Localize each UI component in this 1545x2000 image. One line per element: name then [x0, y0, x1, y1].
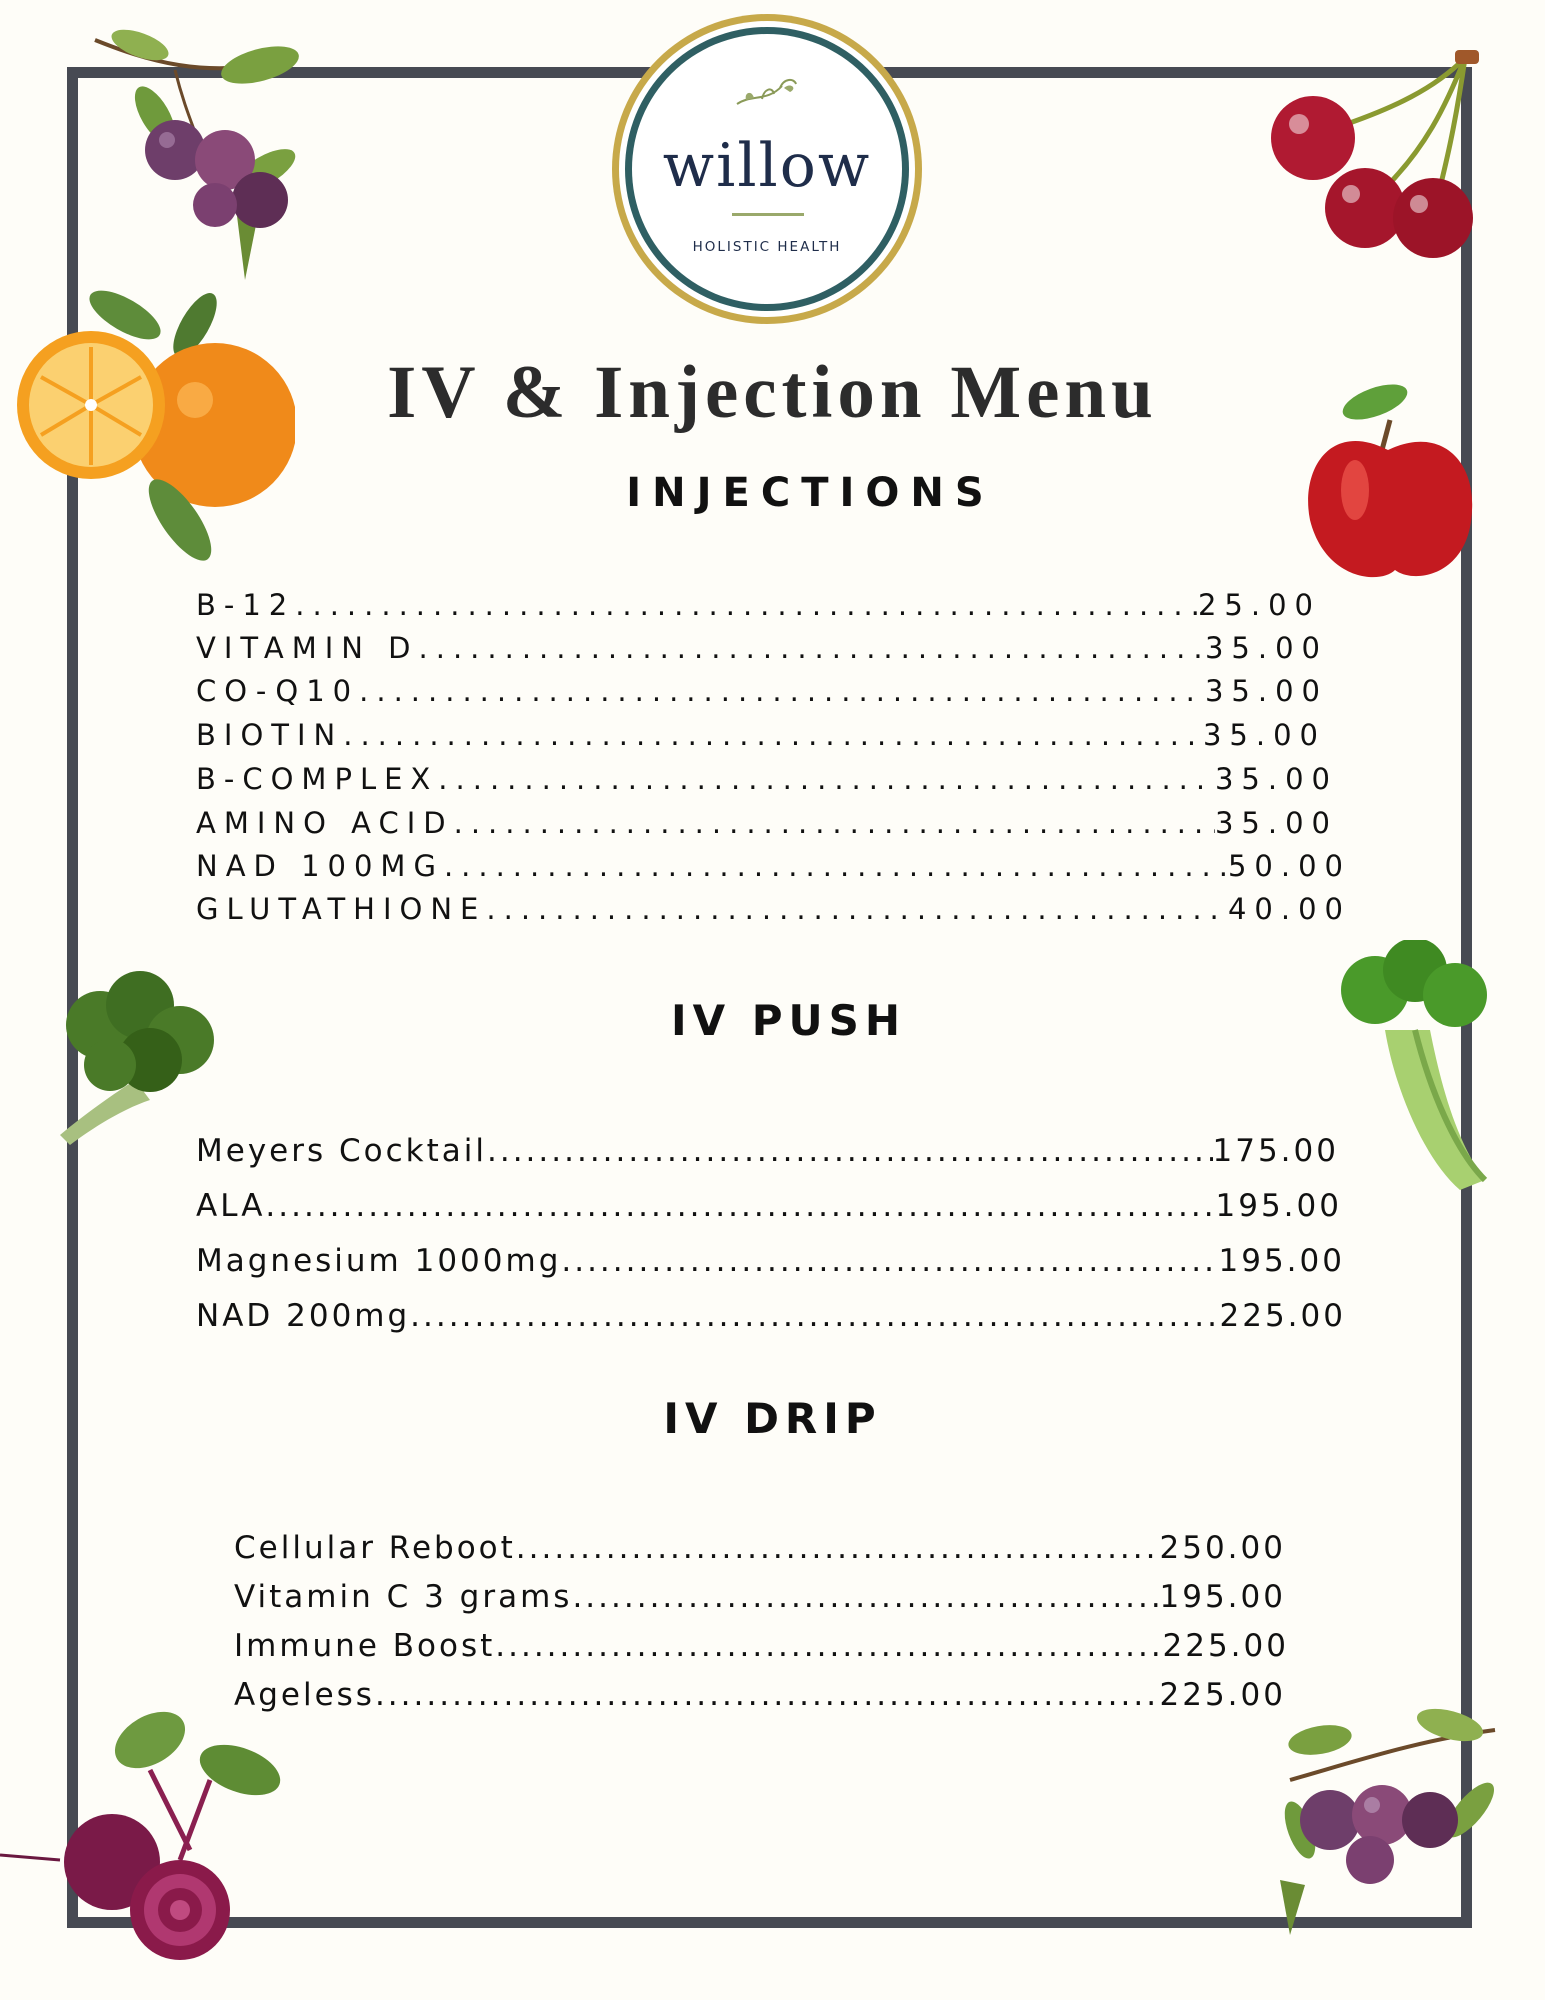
- celery-illustration: [1335, 940, 1505, 1195]
- cherry-illustration: [1255, 48, 1505, 278]
- menu-item: NAD 200mg ..... 225.00: [196, 1298, 1346, 1338]
- menu-item: ALA ..... 195.00: [196, 1188, 1342, 1228]
- menu-item: Cellular Reboot ..... 250.00: [234, 1530, 1286, 1570]
- menu-item: NAD 100MG ..... 50.00: [196, 849, 1351, 885]
- beet-illustration: [0, 1700, 300, 1965]
- page-title: IV & Injection Menu: [387, 351, 1158, 434]
- menu-item: Meyers Cocktail ..... 175.00: [196, 1133, 1339, 1173]
- section-heading-iv-push: IV PUSH: [670, 996, 907, 1045]
- plum-illustration: [1260, 1700, 1500, 1940]
- apple-illustration: [1300, 380, 1480, 590]
- menu-item: B-COMPLEX ..... 35.00: [196, 762, 1338, 798]
- menu-item: VITAMIN D ..... 35.00: [196, 631, 1328, 667]
- menu-item: Ageless ..... 225.00: [234, 1677, 1286, 1717]
- menu-item: BIOTIN ..... 35.00: [196, 718, 1326, 754]
- iv-drip-list: [234, 1530, 1314, 1730]
- menu-item: GLUTATHIONE ..... 40.00: [196, 892, 1351, 928]
- menu-item: CO-Q10 ..... 35.00: [196, 674, 1328, 710]
- menu-item: Magnesium 1000mg ..... 195.00: [196, 1243, 1345, 1283]
- section-heading-iv-drip: IV DRIP: [663, 1394, 882, 1443]
- plum-illustration: [85, 20, 315, 290]
- logo-divider: [732, 213, 804, 216]
- menu-item: AMINO ACID ..... 35.00: [196, 806, 1338, 842]
- menu-item: Vitamin C 3 grams ..... 195.00: [234, 1579, 1286, 1619]
- willow-logo: [612, 14, 922, 324]
- iv-push-list: [196, 1133, 1356, 1353]
- menu-item: B-12 ..... 25.00: [196, 588, 1321, 624]
- brand-name: willow: [662, 131, 872, 201]
- brand-tagline: HOLISTIC HEALTH: [692, 239, 842, 255]
- orange-illustration: [15, 285, 295, 565]
- injections-list: [196, 588, 1356, 948]
- broccoli-illustration: [40, 970, 220, 1145]
- section-heading-injections: INJECTIONS: [626, 470, 995, 516]
- menu-item: Immune Boost ..... 225.00: [234, 1628, 1289, 1668]
- sprig-icon: [732, 74, 802, 114]
